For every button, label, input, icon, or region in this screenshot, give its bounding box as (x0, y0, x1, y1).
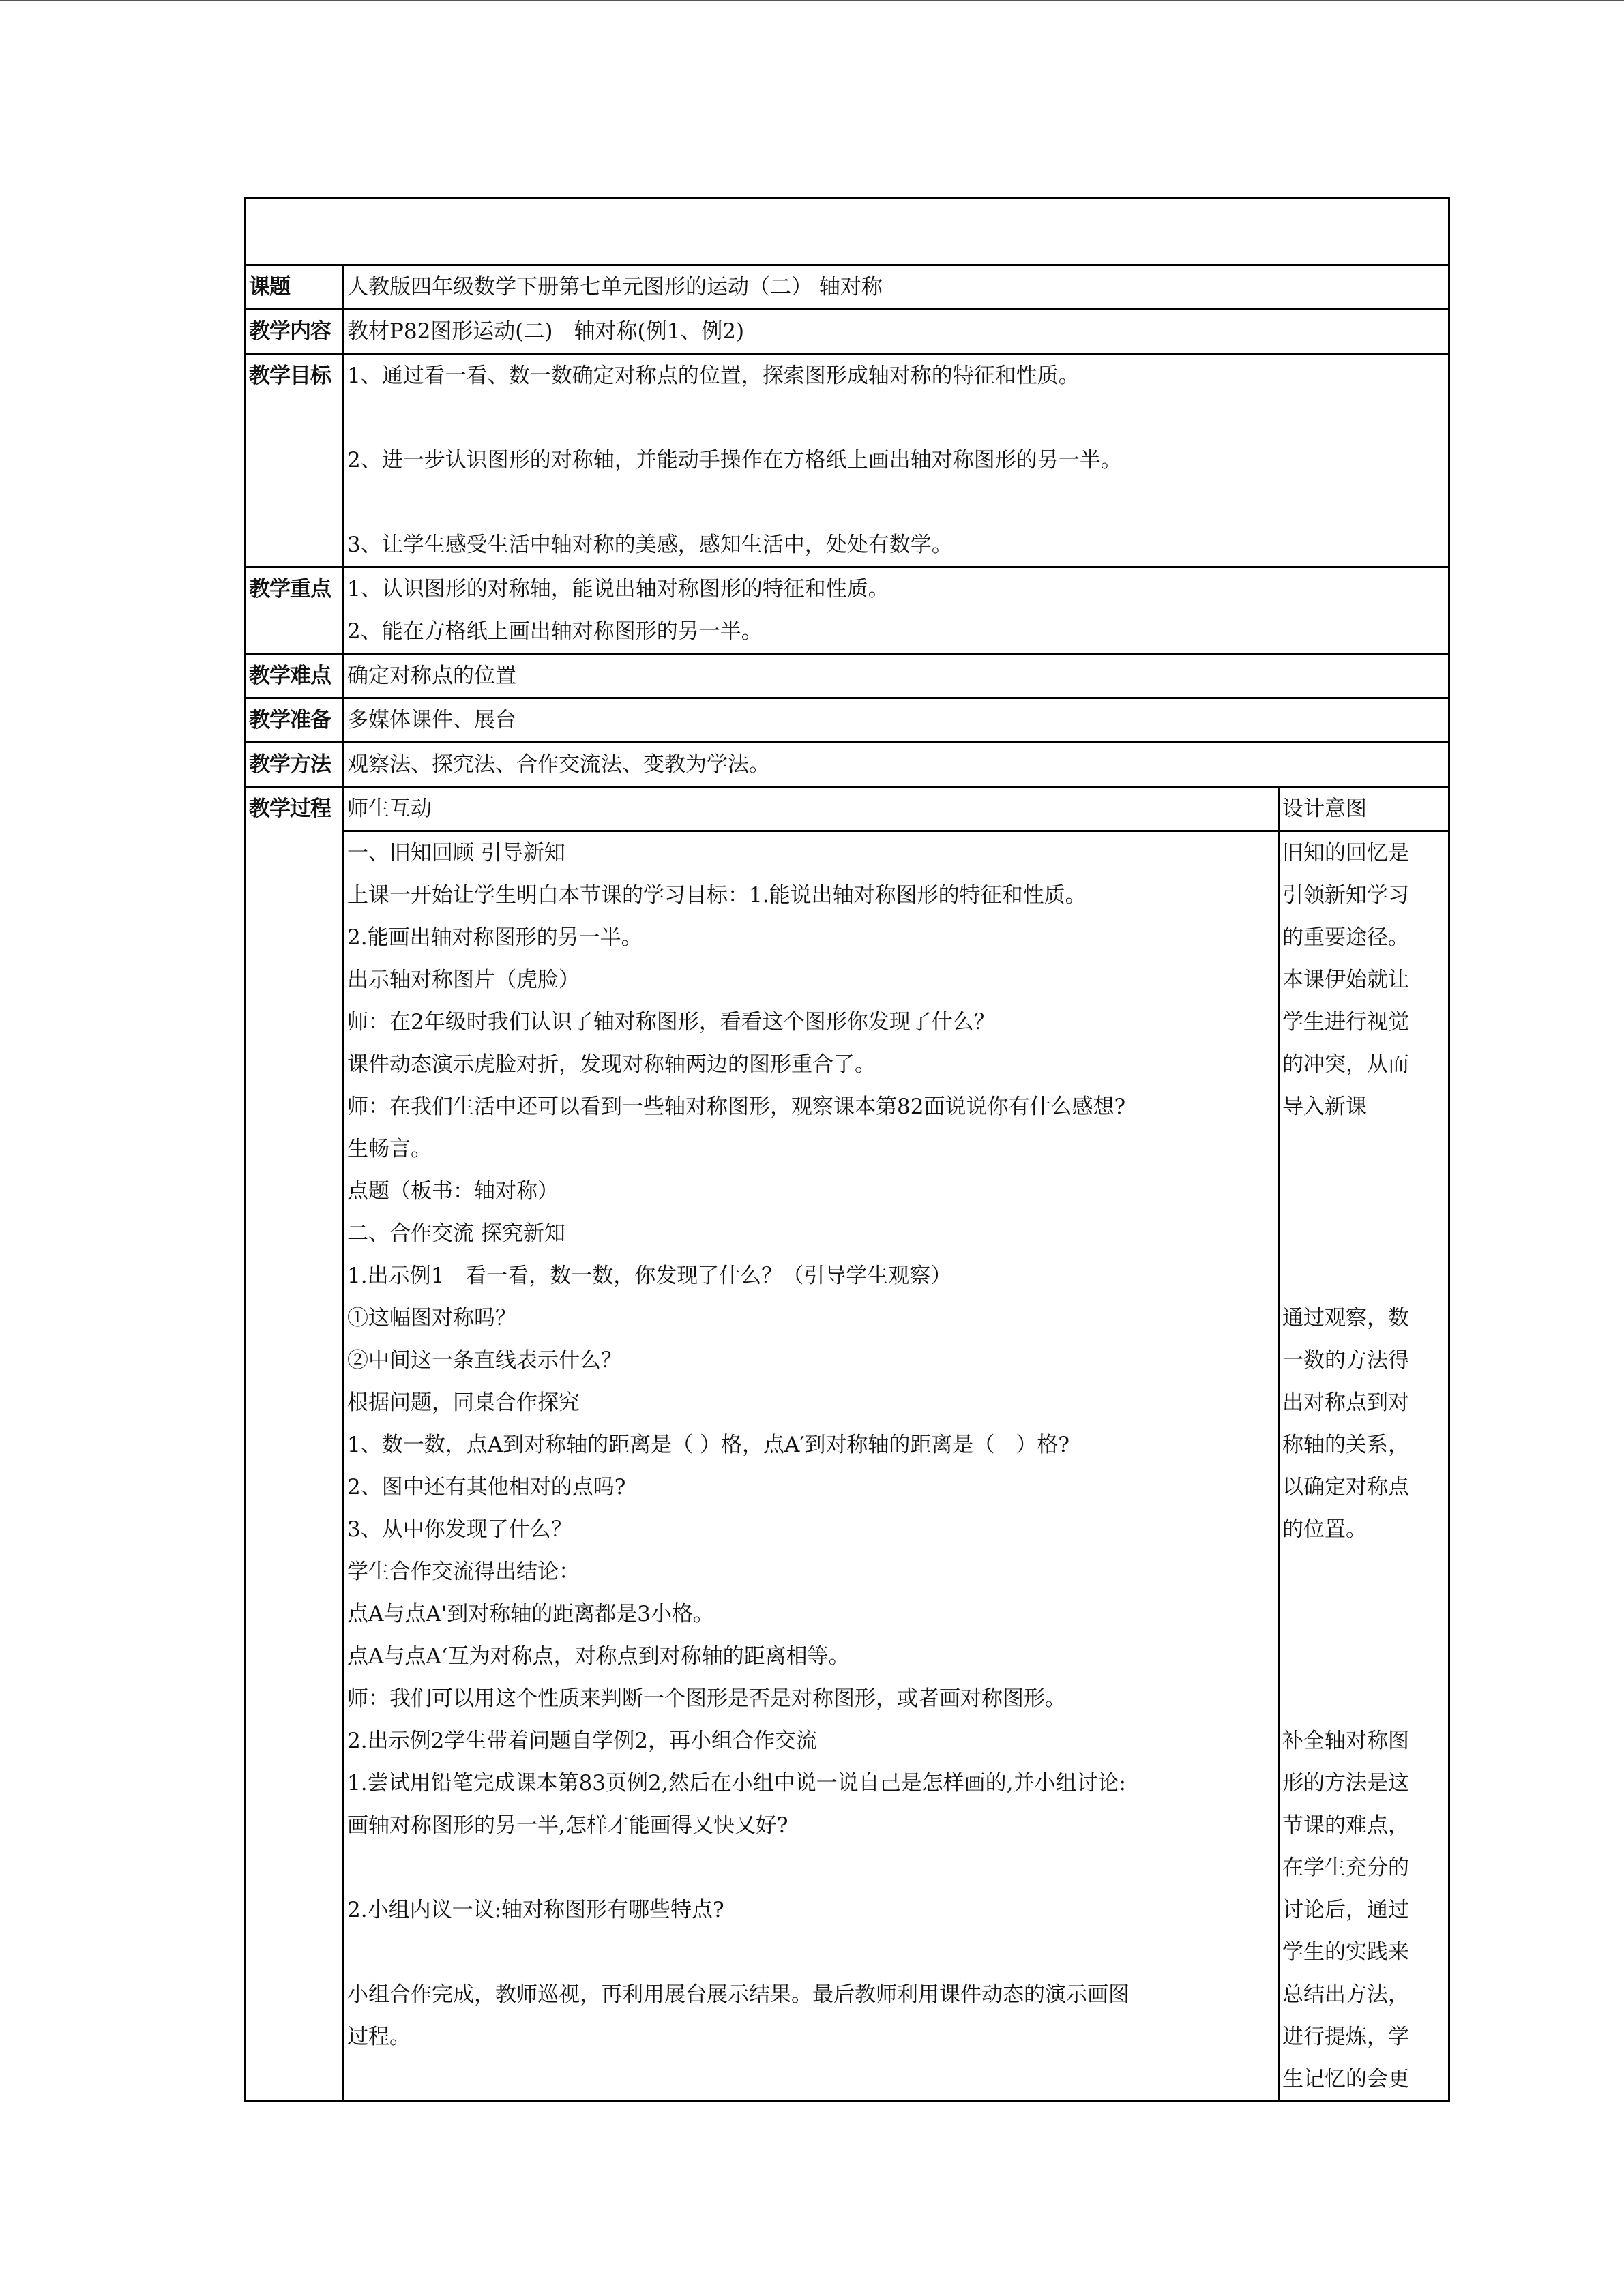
topic-label: 课题 (246, 265, 344, 310)
goals-label: 教学目标 (246, 354, 344, 567)
process-header-row (246, 787, 1449, 831)
process-line: 师：在2年级时我们认识了轴对称图形，看看这个图形你发现了什么？ (347, 1010, 995, 1034)
key-point-item: 1、认识图形的对称轴，能说出轴对称图形的特征和性质。 (347, 577, 889, 601)
intent-line: 旧知的回忆是 (1282, 841, 1409, 865)
goal-item: 2、进一步认识图形的对称轴，并能动手操作在方格纸上画出轴对称图形的另一半。 (347, 448, 1122, 473)
intent-line: 总结出方法， (1282, 1982, 1409, 2007)
process-line: 课件动态演示虎脸对折，发现对称轴两边的图形重合了。 (347, 1052, 876, 1077)
intent-line (1282, 1128, 1445, 1170)
process-line: 一、旧知回顾 引导新知 (347, 841, 565, 865)
process-line: ①这幅图对称吗？ (347, 1306, 516, 1330)
key-points-row (246, 567, 1449, 654)
process-label: 教学过程 (246, 787, 344, 2102)
process-line: 1.出示例1 看一看，数一数，你发现了什么？（引导学生观察） (347, 1264, 952, 1288)
intent-line: 的冲突，从而 (1282, 1052, 1409, 1077)
process-line: 2.小组内议一议:轴对称图形有哪些特点? (347, 1898, 724, 1922)
lesson-plan-table (244, 197, 1450, 2102)
page-top-border (0, 0, 1624, 1)
process-line: 1、数一数，点A到对称轴的距离是（ ）格，点A′到对称轴的距离是（ ）格? (347, 1433, 1070, 1457)
content-label: 教学内容 (246, 310, 344, 354)
intent-line: 讨论后，通过 (1282, 1898, 1409, 1922)
intent-line: 生记忆的会更 (1282, 2067, 1409, 2091)
goal-item: 1、通过看一看、数一数确定对称点的位置，探索图形成轴对称的特征和性质。 (347, 363, 1080, 388)
intent-line: 在学生充分的 (1282, 1855, 1409, 1880)
intent-line: 导入新课 (1282, 1094, 1367, 1119)
process-line: 点题（板书：轴对称） (347, 1179, 559, 1204)
process-line: 根据问题，同桌合作探究 (347, 1390, 580, 1415)
process-line: ②中间这一条直线表示什么？ (347, 1348, 622, 1373)
methods-row (246, 743, 1449, 787)
process-line: 过程。 (347, 2025, 411, 2049)
header-blank-row (246, 198, 1449, 265)
goals-value (344, 354, 1449, 567)
intent-line: 的位置。 (1282, 1517, 1367, 1542)
goal-item: 3、让学生感受生活中轴对称的美感，感知生活中，处处有数学。 (347, 533, 953, 557)
interaction-cell (344, 831, 1279, 2102)
intent-column-header: 设计意图 (1278, 787, 1449, 831)
process-line: 画轴对称图形的另一半,怎样才能画得又快又好? (347, 1813, 788, 1838)
preparation-label: 教学准备 (246, 698, 344, 743)
topic-value: 人教版四年级数学下册第七单元图形的运动（二） 轴对称 (344, 265, 1449, 310)
intent-line (1282, 1635, 1445, 1678)
intent-line (1282, 1170, 1445, 1212)
process-line: 2、图中还有其他相对的点吗? (347, 1475, 626, 1500)
process-line: 1.尝试用铅笔完成课本第83页例2,然后在小组中说一说自己是怎样画的,并小组讨论: (347, 1771, 1126, 1795)
process-line: 3、从中你发现了什么？ (347, 1517, 572, 1542)
intent-line: 一数的方法得 (1282, 1348, 1409, 1373)
intent-line: 以确定对称点 (1282, 1475, 1409, 1500)
intent-line: 进行提炼，学 (1282, 2025, 1409, 2049)
process-line: 上课一开始让学生明白本节课的学习目标：1.能说出轴对称图形的特征和性质。 (347, 883, 1087, 908)
intent-line: 出对称点到对 (1282, 1390, 1409, 1415)
goals-row (246, 354, 1449, 567)
process-line (347, 1931, 1275, 1973)
intent-line: 本课伊始就让 (1282, 968, 1409, 992)
interaction-column-header: 师生互动 (344, 787, 1279, 831)
intent-cell (1278, 831, 1449, 2102)
intent-line: 学生的实践来 (1282, 1940, 1409, 1965)
process-line: 出示轴对称图片（虎脸） (347, 968, 580, 992)
process-line: 2.出示例2学生带着问题自学例2，再小组合作交流 (347, 1729, 818, 1753)
preparation-value: 多媒体课件、展台 (344, 698, 1449, 743)
intent-line (1282, 1678, 1445, 1720)
preparation-row (246, 698, 1449, 743)
process-line (347, 1847, 1275, 1889)
intent-line: 通过观察，数 (1282, 1306, 1409, 1330)
process-line: 2.能画出轴对称图形的另一半。 (347, 925, 643, 950)
intent-line (1282, 1212, 1445, 1255)
intent-line (1282, 1593, 1445, 1635)
intent-line: 称轴的关系， (1282, 1433, 1409, 1457)
intent-line: 形的方法是这 (1282, 1771, 1409, 1795)
content-row (246, 310, 1449, 354)
methods-label: 教学方法 (246, 743, 344, 787)
process-body-row (246, 831, 1449, 2102)
process-line: 师：我们可以用这个性质来判断一个图形是否是对称图形，或者画对称图形。 (347, 1686, 1066, 1711)
difficulty-value: 确定对称点的位置 (344, 654, 1449, 698)
process-line: 生畅言。 (347, 1137, 432, 1161)
intent-line: 补全轴对称图 (1282, 1729, 1409, 1753)
topic-row (246, 265, 1449, 310)
process-line: 小组合作完成，教师巡视，再利用展台展示结果。最后教师利用课件动态的演示画图 (347, 1982, 1130, 2007)
intent-line: 节课的难点， (1282, 1813, 1409, 1838)
content-value: 教材P82图形运动(二) 轴对称(例1、例2) (344, 310, 1449, 354)
process-line: 二、合作交流 探究新知 (347, 1221, 565, 1246)
key-points-value (344, 567, 1449, 654)
key-points-label: 教学重点 (246, 567, 344, 654)
difficulty-row (246, 654, 1449, 698)
difficulty-label: 教学难点 (246, 654, 344, 698)
methods-value: 观察法、探究法、合作交流法、变教为学法。 (344, 743, 1449, 787)
process-line: 学生合作交流得出结论： (347, 1560, 580, 1584)
intent-line: 的重要途径。 (1282, 925, 1409, 950)
intent-line: 引领新知学习 (1282, 883, 1409, 908)
intent-line: 学生进行视觉 (1282, 1010, 1409, 1034)
intent-line (1282, 1255, 1445, 1297)
process-line: 师：在我们生活中还可以看到一些轴对称图形，观察课本第82面说说你有什么感想? (347, 1094, 1126, 1119)
intent-line (1282, 1551, 1445, 1593)
process-line: 点A与点A‘互为对称点，对称点到对称轴的距离相等。 (347, 1644, 850, 1669)
process-line: 点A与点A'到对称轴的距离都是3小格。 (347, 1602, 715, 1626)
blank-header-cell (246, 198, 1449, 265)
key-point-item: 2、能在方格纸上画出轴对称图形的另一半。 (347, 619, 763, 644)
